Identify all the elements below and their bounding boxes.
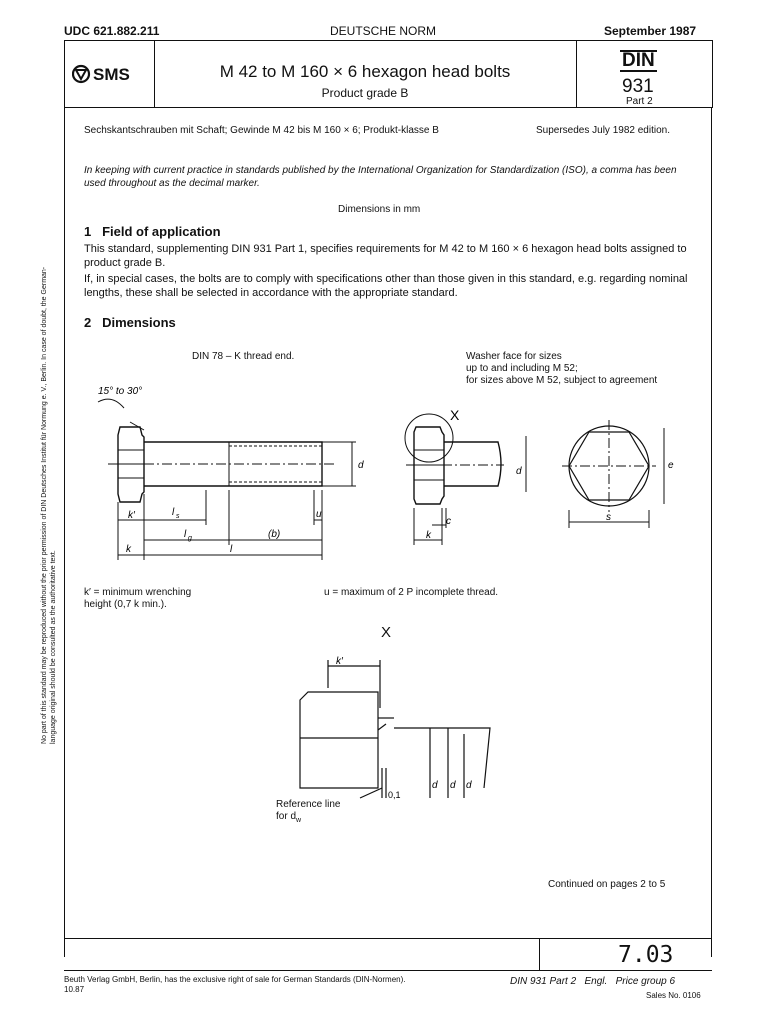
section-1-heading	[84, 224, 221, 239]
logo-cell	[64, 40, 155, 107]
page-border-left	[64, 107, 65, 957]
da-label: d	[432, 780, 438, 791]
reference-line-subscript: w	[296, 817, 302, 824]
publication-date: September 1987	[604, 24, 697, 38]
dw-label: d	[516, 466, 522, 477]
u-label: u	[316, 509, 322, 520]
reference-line-note-1: Reference line	[276, 799, 341, 810]
kprime-note-2: height (0,7 k min.).	[84, 599, 167, 610]
washer-note-1: Washer face for sizes	[466, 351, 562, 362]
publisher-type: DEUTSCHE NORM	[330, 24, 437, 38]
section-1-para-2: If, in special cases, the bolts are to comply with specifications other than those given in this standard, e.g. regarding nominal lengths, these shall be selected in accordance with the appropriate standard.	[84, 273, 688, 299]
kprime-label: k′	[128, 510, 135, 521]
thread-end-note: DIN 78 – K thread end.	[192, 351, 295, 362]
lg-label: l	[184, 529, 187, 540]
footer-frame-top	[64, 938, 712, 939]
lg-sub-label: g	[188, 535, 192, 542]
document-reference: DIN 931 Part 2 Engl. Price group 6	[510, 976, 676, 987]
continued-note: Continued on pages 2 to 5	[548, 879, 666, 890]
sms-logo	[72, 64, 150, 89]
print-code: 10.87	[64, 985, 85, 994]
s-label: s	[606, 512, 611, 523]
zero-one-label: 0,1	[388, 790, 401, 800]
washer-note-3: for sizes above M 52, subject to agreement	[466, 375, 658, 386]
section-2-title: Dimensions	[102, 315, 176, 330]
sales-number: Sales No. 0106	[646, 991, 701, 1000]
washer-note-2: up to and including M 52;	[466, 363, 578, 374]
bolt-drawing	[84, 380, 704, 590]
kprime-note-1: k′ = minimum wrenching	[84, 587, 192, 598]
ds-label: d	[450, 780, 456, 791]
document-subtitle: Product grade B	[321, 86, 409, 100]
logo-text: SMS	[93, 65, 130, 84]
reference-line-text: for d	[276, 811, 297, 822]
sale-rights: Beuth Verlag GmbH, Berlin, has the exclusive right of sale for German Standards (DIN-Normen).	[64, 975, 406, 984]
section-2-heading	[84, 315, 176, 330]
u-note: u = maximum of 2 P incomplete thread.	[324, 587, 499, 598]
supersedes-note: Supersedes July 1982 edition.	[536, 125, 670, 136]
c-label: c	[446, 516, 451, 527]
d-label: d	[358, 460, 364, 471]
title-frame-bottom	[64, 107, 712, 108]
udc-number: UDC 621.882.211	[64, 24, 160, 38]
section-1-title: Field of application	[102, 224, 221, 239]
document-title: M 42 to M 160 × 6 hexagon head bolts	[219, 62, 511, 81]
detail-x-mark: X	[450, 407, 460, 423]
detail-x-title: X	[381, 624, 392, 641]
dimensions-note: Dimensions in mm	[338, 204, 421, 215]
section-1-para-1: This standard, supplementing DIN 931 Part 1, specifies requirements for M 42 to M 160 × 6 hexagon head bolts assigned to product grade B.	[84, 243, 687, 269]
din-number: 931	[622, 76, 654, 97]
section-2-number: 2	[84, 315, 92, 330]
detail-kprime-label: k′	[336, 656, 343, 667]
k-label: k	[126, 544, 131, 555]
dw-detail-label: d	[466, 780, 472, 791]
price-code: 7.03	[618, 942, 674, 968]
din-part: Part 2	[626, 96, 653, 107]
footer-frame-bottom	[64, 970, 712, 971]
angle-label: 15° to 30°	[98, 386, 143, 397]
copyright-side-note: No part of this standard may be reproduced without the prior permission of DIN Deutsches Institut für Normung e. V., Berlin. In case of doubt, the German-language original should be consulted as the authoritative text.	[41, 266, 57, 744]
l-label: l	[230, 544, 233, 555]
footer-divider	[539, 938, 540, 970]
reference-line-note-2	[276, 810, 301, 827]
iso-note: In keeping with current practice in standards published by the International Organization for Standardization (ISO), a comma has been used throughout as the decimal marker.	[84, 165, 677, 189]
ls-sub-label: s	[176, 513, 180, 520]
din-mark: DIN	[622, 50, 655, 71]
k-label-2: k	[426, 530, 431, 541]
page-border-right	[711, 107, 712, 957]
e-label: e	[668, 460, 674, 471]
ls-label: l	[172, 507, 175, 518]
german-title: Sechskantschrauben mit Schaft; Gewinde M 42 bis M 160 × 6; Produkt-klasse B	[84, 125, 439, 136]
b-label: (b)	[268, 529, 281, 540]
section-1-number: 1	[84, 224, 92, 239]
